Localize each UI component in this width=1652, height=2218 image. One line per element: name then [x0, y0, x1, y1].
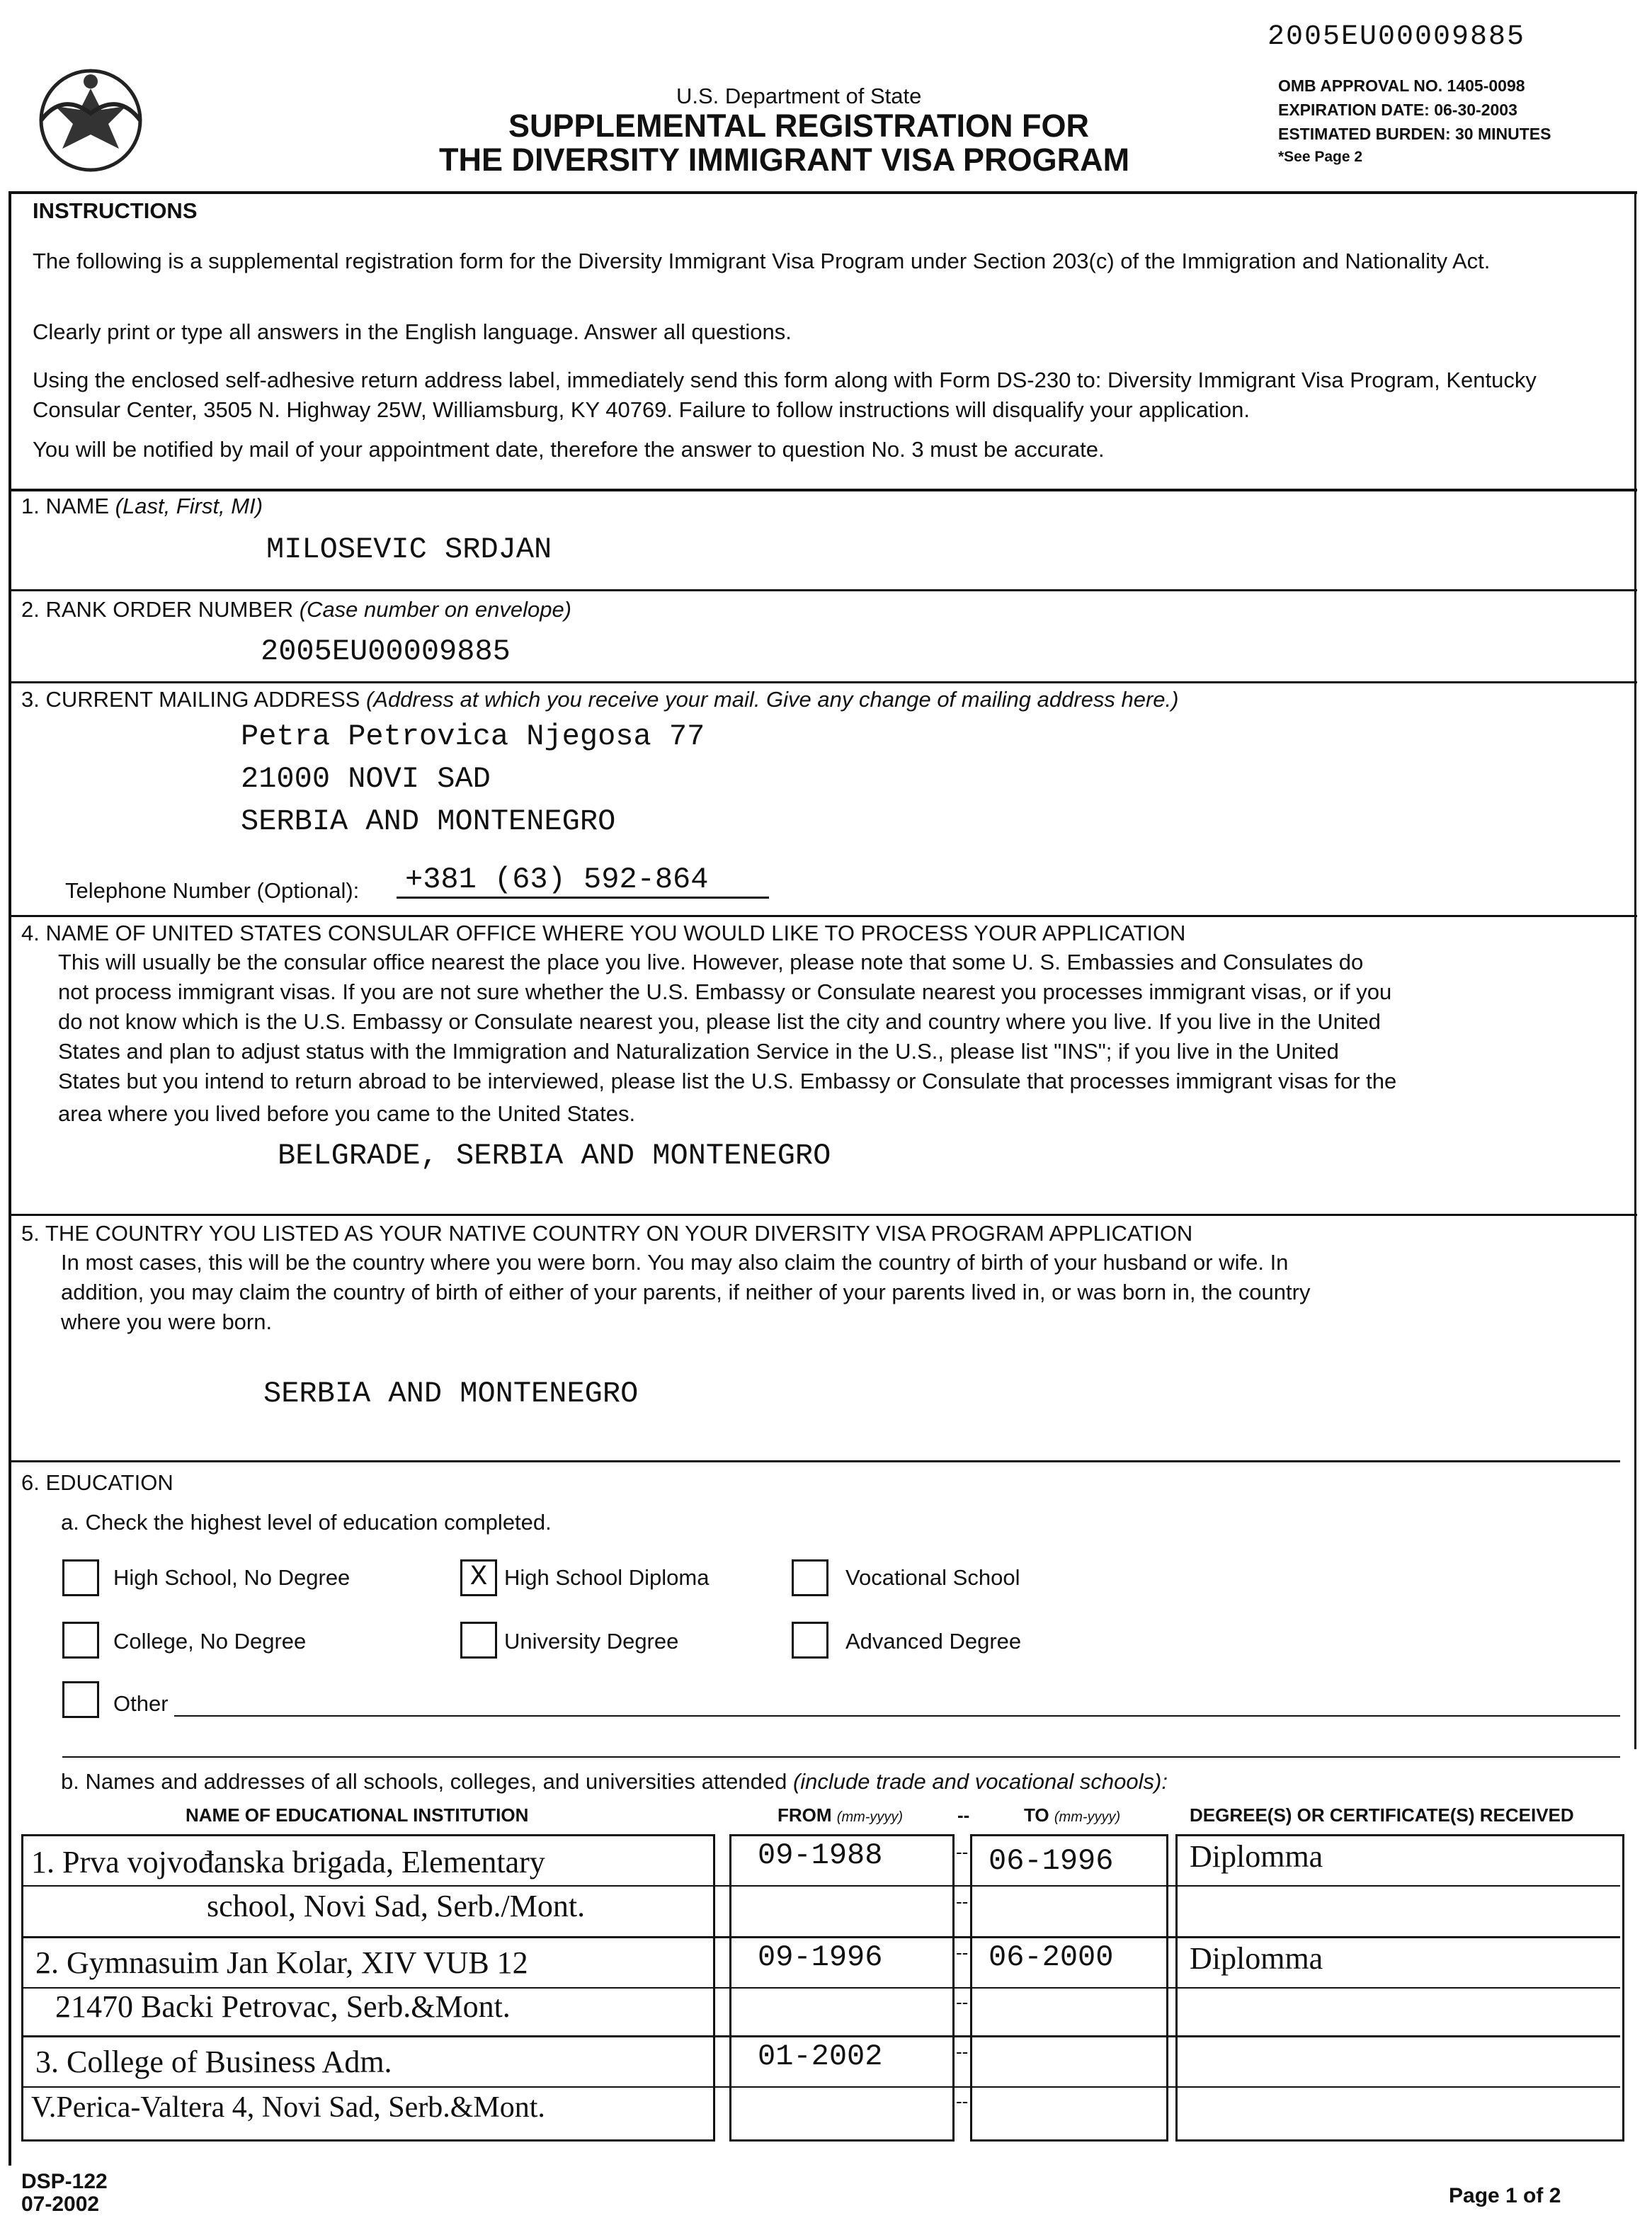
divider-after-q1: [8, 589, 1637, 591]
frame-top: [8, 191, 1637, 194]
row1-institution-line2[interactable]: school, Novi Sad, Serb./Mont.: [207, 1889, 586, 1923]
option-label-vocational-school: Vocational School: [845, 1565, 1020, 1590]
row1-degree[interactable]: Diplomma: [1190, 1839, 1323, 1874]
col-to-format: (mm-yyyy): [1054, 1809, 1121, 1825]
col-from-format: (mm-yyyy): [836, 1809, 904, 1825]
q4-line4: States and plan to adjust status with the Immigration and Naturalization Service in the U.S., please list "INS"; if you live in the United: [58, 1039, 1339, 1064]
q3-phone-label: Telephone Number (Optional):: [65, 878, 360, 903]
option-label-high-school-no-degree: High School, No Degree: [113, 1565, 351, 1590]
row3-institution-line2[interactable]: V.Perica-Valtera 4, Novi Sad, Serb.&Mont.: [31, 2091, 545, 2124]
col-header-degree: DEGREE(S) OR CERTIFICATE(S) RECEIVED: [1190, 1804, 1574, 1826]
see-page-note: *See Page 2: [1278, 149, 1363, 165]
q6b-label: [61, 1769, 1168, 1795]
q5-country-label: 5. THE COUNTRY YOU LISTED AS YOUR NATIVE COUNTRY ON YOUR DIVERSITY VISA PROGRAM APPLICATION: [21, 1221, 1193, 1246]
divider-after-q5: [8, 1460, 1620, 1462]
option-label-college-no-degree: College, No Degree: [113, 1629, 307, 1654]
dash-sep-3: --: [956, 1942, 969, 1963]
checkbox-high-school-no-degree[interactable]: [62, 1559, 99, 1596]
page-indicator: Page 1 of 2: [1449, 2184, 1561, 2207]
option-label-university-degree: University Degree: [504, 1629, 679, 1654]
row1-from[interactable]: 09-1988: [758, 1838, 883, 1872]
col-header-institution: NAME OF EDUCATIONAL INSTITUTION: [186, 1804, 529, 1826]
option-label-advanced-degree: Advanced Degree: [845, 1629, 1022, 1654]
divider-after-q3: [8, 915, 1637, 917]
row2-institution-line1[interactable]: 2. Gymnasuim Jan Kolar, XIV VUB 12: [35, 1945, 528, 1980]
q1-label-text: 1. NAME: [21, 494, 110, 518]
department-name: U.S. Department of State: [676, 84, 922, 108]
q6b-label-text: b. Names and addresses of all schools, colleges, and universities attended: [61, 1769, 787, 1794]
q4-line3: do not know which is the U.S. Embassy or Consulate nearest you, please list the city and country where you live. If you live in the United: [58, 1009, 1381, 1034]
q6-education-label: 6. EDUCATION: [21, 1470, 173, 1495]
divider-after-instructions: [8, 489, 1637, 491]
row3-institution-line1[interactable]: 3. College of Business Adm.: [35, 2044, 392, 2079]
form-title-line2: THE DIVERSITY IMMIGRANT VISA PROGRAM: [439, 142, 1130, 178]
divider-after-q2: [8, 681, 1637, 683]
checkbox-high-school-diploma[interactable]: X: [460, 1559, 497, 1596]
row-rule-1a: [21, 1885, 1620, 1887]
q4-line2: not process immigrant visas. If you are not sure whether the U.S. Embassy or Consulate nearest you processes immigrant visas, or if you: [58, 979, 1392, 1004]
q2-label-text: 2. RANK ORDER NUMBER: [21, 597, 294, 622]
checkbox-other[interactable]: [62, 1681, 99, 1718]
instructions-paragraph-2: Clearly print or type all answers in the English language. Answer all questions.: [33, 319, 792, 344]
q3-address-label: [21, 687, 1178, 712]
q5-line2: addition, you may claim the country of birth of either of your parents, if neither of your parents lived in, or was born in, the country: [61, 1280, 1311, 1304]
other-underline[interactable]: [174, 1715, 1620, 1717]
q6b-hint: (include trade and vocational schools):: [792, 1769, 1168, 1794]
q3-phone-underline: [397, 897, 769, 899]
q5-line1: In most cases, this will be the country where you were born. You may also claim the country of birth of your husband or wife. In: [61, 1250, 1289, 1275]
q4-line6: area where you lived before you came to the United States.: [58, 1101, 636, 1126]
instructions-paragraph-1: The following is a supplemental registration form for the Diversity Immigrant Visa Program under Section 203(c) of the Immigration and Nationality Act.: [33, 249, 1491, 273]
col-to-text: TO: [1024, 1804, 1049, 1826]
dash-sep-4: --: [956, 1991, 969, 2013]
checkbox-university-degree[interactable]: [460, 1622, 497, 1659]
row2-degree[interactable]: Diplomma: [1190, 1941, 1323, 1976]
frame-left: [8, 191, 11, 2166]
col-header-to: [1024, 1804, 1120, 1826]
q4-consular-value[interactable]: BELGRADE, SERBIA AND MONTENEGRO: [278, 1139, 831, 1173]
row-rule-2b: [21, 2035, 1620, 2037]
q3-hint: (Address at which you receive your mail. Give any change of mailing address here.): [365, 687, 1179, 712]
q2-rank-label: [21, 597, 571, 622]
q3-label-text: 3. CURRENT MAILING ADDRESS: [21, 687, 360, 712]
row2-institution-line2[interactable]: 21470 Backi Petrovac, Serb.&Mont.: [55, 1989, 511, 2024]
row-rule-1b: [21, 1936, 1620, 1938]
instructions-paragraph-4: You will be notified by mail of your appointment date, therefore the answer to question No. 3 must be accurate.: [33, 437, 1105, 462]
row1-institution-line1[interactable]: 1. Prva vojvođanska brigada, Elementary: [31, 1845, 545, 1879]
row2-from[interactable]: 09-1996: [758, 1940, 883, 1974]
row-rule-3a: [21, 2086, 1620, 2088]
q1-name-label: [21, 494, 263, 519]
instructions-heading: INSTRUCTIONS: [33, 198, 198, 223]
q3-address-line3[interactable]: SERBIA AND MONTENEGRO: [241, 804, 616, 838]
checkbox-vocational-school[interactable]: [792, 1559, 828, 1596]
dash-sep-1: --: [956, 1841, 969, 1862]
expiration-date: EXPIRATION DATE: 06-30-2003: [1278, 101, 1517, 119]
form-title-line1: SUPPLEMENTAL REGISTRATION FOR: [508, 108, 1090, 144]
row2-to[interactable]: 06-2000: [989, 1940, 1114, 1974]
option-label-other: Other: [113, 1691, 169, 1716]
omb-approval: OMB APPROVAL NO. 1405-0098: [1278, 76, 1525, 95]
q5-line3: where you were born.: [61, 1309, 273, 1334]
q5-country-value[interactable]: SERBIA AND MONTENEGRO: [263, 1377, 639, 1411]
q1-name-value[interactable]: MILOSEVIC SRDJAN: [266, 533, 552, 567]
q6a-label: a. Check the highest level of education completed.: [61, 1510, 552, 1535]
state-department-seal-icon: [20, 50, 161, 191]
q3-address-line1[interactable]: Petra Petrovica Njegosa 77: [241, 720, 705, 753]
col-header-dash: --: [957, 1804, 970, 1826]
option-label-high-school-diploma: High School Diploma: [504, 1565, 710, 1590]
estimated-burden: ESTIMATED BURDEN: 30 MINUTES: [1278, 125, 1551, 143]
q3-phone-value[interactable]: +381 (63) 592-864: [405, 863, 709, 897]
row1-to[interactable]: 06-1996: [989, 1844, 1114, 1878]
checkbox-advanced-degree[interactable]: [792, 1622, 828, 1659]
case-number-top: 2005EU00009885: [1268, 21, 1526, 53]
divider-after-q4: [8, 1214, 1637, 1216]
form-id: DSP-122: [21, 2170, 108, 2193]
q3-address-line2[interactable]: 21000 NOVI SAD: [241, 762, 491, 796]
frame-right: [1634, 191, 1636, 1749]
instructions-paragraph-3: Using the enclosed self-adhesive return address label, immediately send this form along with Form DS-230 to: Diversity Immigrant Visa Program, Kentucky Consular Center, 3505 N. Highway 25W, Williamsburg, KY 40769. Failure to follow instructions will disqualify your application.: [33, 368, 1537, 422]
form-date: 07-2002: [21, 2193, 100, 2216]
dash-sep-2: --: [956, 1891, 969, 1912]
q4-line1: This will usually be the consular office nearest the place you live. However, please note that some U. S. Embassies and Consulates do: [58, 950, 1364, 974]
divider-before-q6b: [62, 1756, 1620, 1758]
q2-hint: (Case number on envelope): [299, 597, 572, 622]
q4-line5: States but you intend to return abroad to be interviewed, please list the U.S. Embassy or Consulate that processes immigrant visas for the: [58, 1069, 1397, 1093]
col-header-from: [777, 1804, 903, 1826]
dash-sep-6: --: [956, 2091, 969, 2112]
q4-consular-label: 4. NAME OF UNITED STATES CONSULAR OFFICE WHERE YOU WOULD LIKE TO PROCESS YOUR APPLICATION: [21, 921, 1186, 945]
dash-sep-5: --: [956, 2041, 969, 2062]
q1-hint: (Last, First, MI): [115, 494, 263, 518]
checkbox-college-no-degree[interactable]: [62, 1622, 99, 1659]
col-from-text: FROM: [777, 1804, 832, 1826]
q2-rank-value[interactable]: 2005EU00009885: [261, 635, 511, 669]
row3-from[interactable]: 01-2002: [758, 2040, 883, 2074]
